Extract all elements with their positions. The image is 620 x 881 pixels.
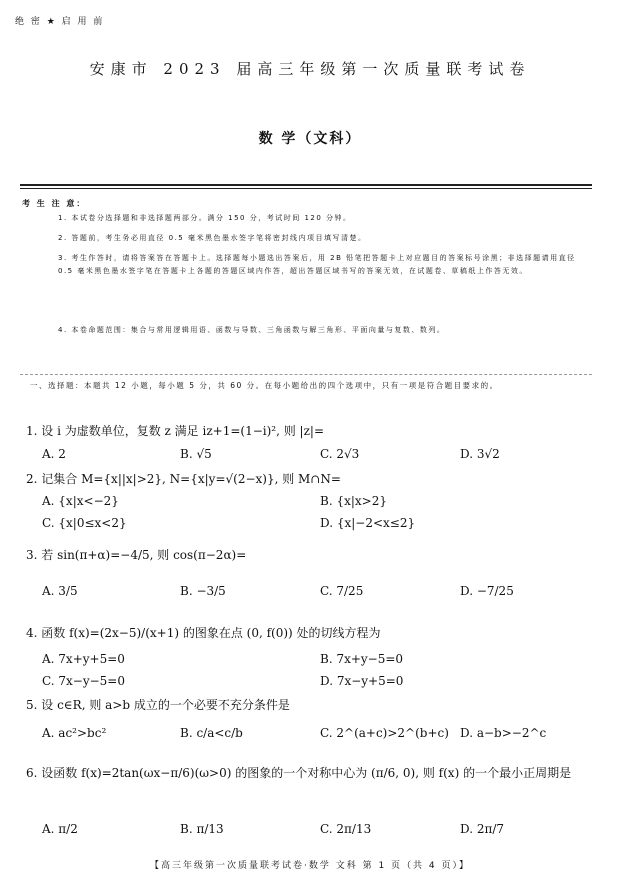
notice-heading: 考 生 注 意： (22, 199, 87, 208)
q1-option-a: A. 2 (42, 447, 66, 461)
q3-option-d: D. −7/25 (460, 584, 514, 598)
q5-option-b: B. c/a<c/b (180, 726, 243, 740)
question-4-stem: 4. 函数 f(x)=(2x−5)/(x+1) 的图象在点 (0, f(0)) 处的切线方程为 (26, 626, 381, 640)
q5-option-d: D. a−b>−2^c (460, 726, 547, 740)
notice-item-4: 4. 本卷命题范围：集合与常用逻辑用语、函数与导数、三角函数与解三角形、平面向量与复数、数列。 (58, 326, 446, 334)
q6-option-c: C. 2π/13 (320, 822, 372, 836)
notice-item-2: 2. 答题前，考生务必用直径 0.5 毫米黑色墨水签字笔将密封线内项目填写清楚。 (58, 234, 367, 242)
q4-option-b: B. 7x+y−5=0 (320, 652, 404, 666)
q2-option-c: C. {x|0≤x<2} (42, 516, 127, 530)
question-1-stem: 1. 设 i 为虚数单位，复数 z 满足 iz+1=(1−i)², 则 |z|= (26, 424, 325, 438)
q5-option-a: A. ac²>bc² (42, 726, 107, 740)
q3-option-a: A. 3/5 (42, 584, 78, 598)
q2-option-a: A. {x|x<−2} (42, 494, 119, 508)
q1-option-d: D. 3√2 (460, 447, 500, 461)
subject-title: 数 学（文科） (258, 131, 362, 147)
divider-thin (20, 188, 592, 189)
q2-option-b: B. {x|x>2} (320, 494, 387, 508)
q4-option-c: C. 7x−y−5=0 (42, 674, 125, 688)
q1-option-b: B. √5 (180, 447, 212, 461)
question-6-stem: 6. 设函数 f(x)=2tan(ωx−π/6)(ω>0) 的图象的一个对称中心为 (π/6, 0), 则 f(x) 的一个最小正周期是 (26, 766, 572, 780)
q1-option-c: C. 2√3 (320, 447, 360, 461)
question-5-stem: 5. 设 c∈R, 则 a>b 成立的一个必要不充分条件是 (26, 698, 290, 712)
q4-option-a: A. 7x+y+5=0 (42, 652, 125, 666)
divider-dashed (20, 374, 592, 375)
confidential-seal: 绝 密 ★ 启 用 前 (15, 17, 105, 27)
q2-option-d: D. {x|−2<x≤2} (320, 516, 416, 530)
q6-option-a: A. π/2 (42, 822, 78, 836)
question-2-stem: 2. 记集合 M={x||x|>2}, N={x|y=√(2−x)}, 则 M∩N= (26, 472, 341, 486)
notice-item-3: 3. 考生作答时，请将答案答在答题卡上。选择题每小题选出答案后，用 2B 铅笔把答题卡上对应题目的答案标号涂黑；非选择题请用直径 0.5 毫米黑色墨水签字笔在答题卡上各题的答题区域内作答，超出答题区域书写的答案无效，在试题卷、草稿纸上作答无效。 (58, 254, 576, 276)
q3-option-c: C. 7/25 (320, 584, 364, 598)
q4-option-d: D. 7x−y+5=0 (320, 674, 404, 688)
divider-thick (20, 184, 592, 186)
notice-item-1: 1. 本试卷分选择题和非选择题两部分。满分 150 分，考试时间 120 分钟。 (58, 214, 352, 222)
q5-option-c: C. 2^(a+c)>2^(b+c) (320, 726, 449, 740)
exam-title: 安康市 2023 届高三年级第一次质量联考试卷 (89, 60, 531, 78)
question-3-stem: 3. 若 sin(π+α)=−4/5, 则 cos(π−2α)= (26, 548, 247, 562)
q3-option-b: B. −3/5 (180, 584, 226, 598)
section-heading: 一、选择题：本题共 12 小题，每小题 5 分，共 60 分。在每小题给出的四个选项中，只有一项是符合题目要求的。 (30, 381, 499, 390)
q6-option-b: B. π/13 (180, 822, 224, 836)
q6-option-d: D. 2π/7 (460, 822, 505, 836)
page-footer: 【高三年级第一次质量联考试卷·数学 文科 第 1 页（共 4 页）】 (150, 861, 470, 871)
